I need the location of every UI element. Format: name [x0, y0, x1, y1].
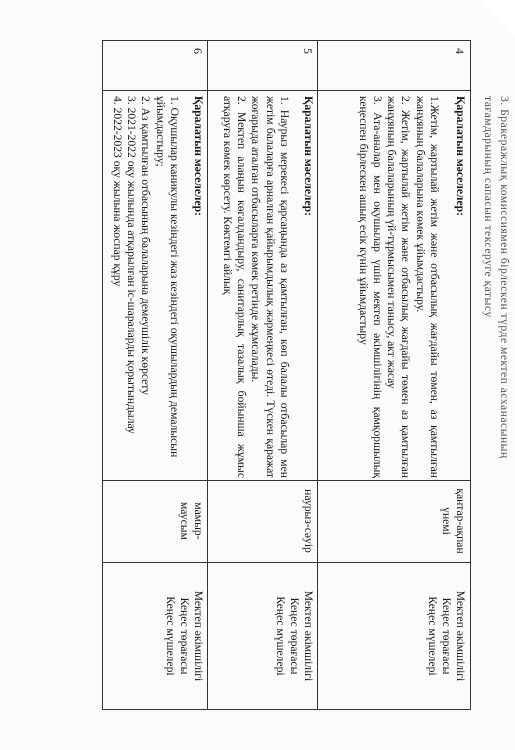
row-number: 6 — [191, 48, 205, 54]
row-paragraph: 4. 2022-2023 оқу жылына жоспар құру — [110, 96, 124, 287]
row-paragraph: 3. 2021-2022 оқу жылында атқарылған іс-шараларды қорытындылау — [125, 96, 139, 434]
row-border-5-6 — [207, 40, 208, 710]
col-border-responsible — [103, 562, 471, 563]
responsible-item: Кеңес мүшелері — [163, 596, 177, 676]
row-number: 5 — [301, 48, 315, 54]
row-border-top — [470, 40, 471, 710]
responsible-item: Кеңес төрағасы — [177, 597, 191, 675]
row-content — [110, 96, 205, 478]
row-period: қантар-ақпан үнемі — [439, 488, 467, 554]
row-content — [220, 96, 315, 478]
row-heading: Қаралатын мәселелер: — [454, 96, 467, 216]
row-paragraph: 1.Жетім, жартылай жетім және отбасылық жағдайы төмен, аз қамтылған жанұяның балаларына көмек ұйымдастыру. — [413, 96, 441, 478]
row-period: наурыз-сәуір — [302, 489, 315, 553]
row-paragraph: 3. Ата-аналар мен оқушылар үшін мектеп әкімшілігінің қамқоршылық кеңеспен бірлескен ашық есік күнін ұйымдастыру — [356, 96, 384, 478]
row-border-bottom — [102, 40, 103, 710]
prev-item-line-2: тағамдарының сапасын тексеруге қатысу — [482, 96, 495, 318]
col-border-right — [103, 709, 471, 710]
responsible-item: Мектеп әкімшілігі — [454, 590, 467, 682]
row-responsible — [424, 566, 467, 706]
row-border-4-5 — [317, 40, 318, 710]
row-responsible — [272, 566, 315, 706]
responsible-item: Мектеп әкімшілігі — [192, 590, 205, 682]
responsible-item: Кеңес төрағасы — [439, 597, 453, 675]
row-content — [356, 96, 467, 478]
row-number: 4 — [453, 48, 467, 54]
responsible-item: Мектеп әкімшілігі — [302, 590, 315, 682]
prev-item-line-1: 3. Бракеражлық комиссиямен бірлескен түрде мектеп асханасының — [498, 96, 511, 459]
row-heading: Қаралатын мәселелер: — [192, 96, 205, 216]
col-border-period — [103, 480, 471, 481]
row-responsible — [162, 566, 205, 706]
row-paragraph: 2. Жетім, жартылай жетім және отбасылық жағдайы төмен аз қамтылған жанұяның балаларының үй-тұрмысымен танысу, акт жасау — [385, 96, 413, 478]
responsible-item: Кеңес төрағасы — [287, 597, 301, 675]
col-border-left — [103, 40, 471, 41]
col-border-number — [103, 90, 471, 91]
row-period: мамыр-маусым — [177, 502, 205, 540]
row-paragraph: 2. Аз қамтылған отбасының балаларына демеушілік көрсету — [139, 96, 153, 396]
row-paragraph: 2. Мектеп алаңын көгалдандыру, санитарлық тазалық бойынша жұмыс атқаруға көмек көрсету. Көктемгі айлық — [220, 96, 249, 478]
row-heading: Қаралатын мәселелер: — [302, 96, 315, 216]
row-paragraph: 1. Наурыз мерекесі қарсаңында аз қамтылған, көп балалы отбасылар мен жетім балаларға арналған қайырымдылық жәрмеңкесі өтеді. Түскен қаражат жоғарыда аталған отбасыларға көмек ретінде жұмсалады. — [249, 96, 291, 478]
responsible-item: Кеңес мүшелері — [273, 596, 287, 676]
responsible-item: Кеңес мүшелері — [425, 596, 439, 676]
row-paragraph: 1. Оқушылар каникулы кезіндегі жаз кезіндегі оқушылардың демалысын ұйымдастыру; — [153, 96, 181, 458]
